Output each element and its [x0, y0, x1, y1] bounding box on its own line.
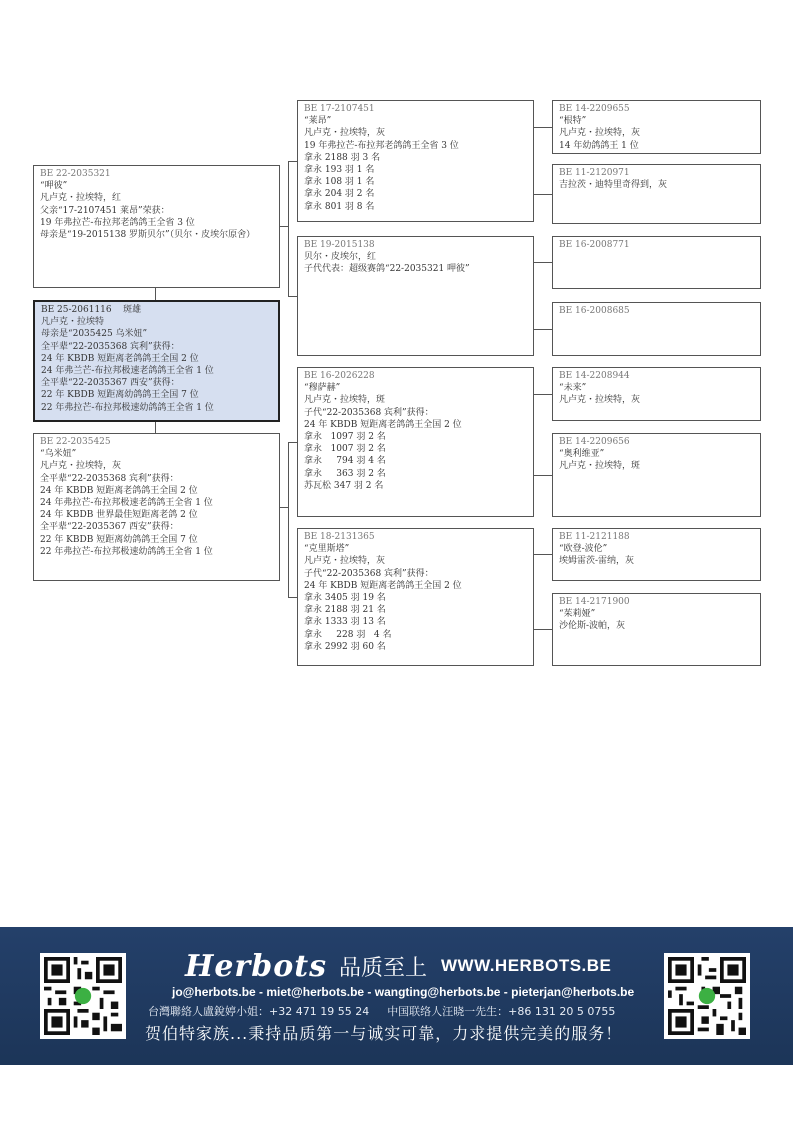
- connector-sire-sire: [288, 161, 297, 162]
- pedigree-line: 拿永 801 羽 8 名: [304, 201, 375, 212]
- ring-number: BE 14-2208944: [559, 371, 630, 381]
- sire-dam-dam-card: [552, 302, 761, 356]
- connector-ss-parents-2: [534, 194, 552, 195]
- ring-number: BE 11-2120971: [559, 168, 630, 178]
- ring-number: BE 11-2121188: [559, 532, 630, 542]
- pedigree-line: “奥利维亚”: [559, 449, 605, 460]
- pedigree-line: 吉拉茨・迪特里奇得到，灰: [559, 180, 668, 191]
- pedigree-line: 全平辈“22-2035368 宾利”获得：: [40, 473, 179, 484]
- pedigree-line: 母亲是“19-2015138 罗斯贝尔”（贝尔・皮埃尔原舍）: [40, 230, 256, 241]
- pedigree-line: “根特”: [559, 116, 587, 127]
- pedigree-line: 14 年幼鸽鸽王 1 位: [559, 140, 639, 151]
- pedigree-line: 24 年 KBDB 世界最佳短距离老鸽 2 位: [40, 510, 198, 521]
- pedigree-line: “克里斯塔”: [304, 544, 350, 555]
- connector-dam-parents-stub: [280, 507, 288, 508]
- pedigree-line: 拿永 2992 羽 60 名: [304, 641, 386, 652]
- sire-sire-card: [297, 100, 534, 222]
- connector-sire-parents-vertical: [288, 161, 289, 296]
- pedigree-line: 凡卢克・拉埃特，灰: [40, 461, 122, 472]
- connector-dd-parents: [534, 554, 552, 555]
- pedigree-line: “乌米妞”: [40, 449, 77, 460]
- pedigree-line: 全平辈“22-2035367 西安”获得：: [41, 378, 180, 389]
- pedigree-line: 全平辈“22-2035368 宾利”获得：: [41, 341, 180, 352]
- sire-card: [33, 165, 280, 288]
- pedigree-line: “未来”: [559, 383, 587, 394]
- ring-number: BE 17-2107451: [304, 104, 375, 114]
- herbots-logo: Herbots: [185, 948, 327, 984]
- ring-number: BE 14-2171900: [559, 597, 630, 607]
- connector-sire-dam: [288, 296, 297, 297]
- pedigree-line: 全平辈“22-2035367 西安”获得：: [40, 522, 179, 533]
- pedigree-line: 22 年 KBDB 短距离幼鸽鸽王全国 7 位: [40, 534, 198, 545]
- pedigree-line: 拿永 204 羽 2 名: [304, 189, 375, 200]
- qr-code-right-icon[interactable]: [664, 953, 750, 1039]
- qr-code-left-icon[interactable]: [40, 953, 126, 1039]
- connector-ds-parents-2: [534, 475, 552, 476]
- ring-number: BE 16-2008771: [559, 240, 630, 250]
- pedigree-line: 24 年 KBDB 短距离老鸽鸽王全国 2 位: [41, 353, 199, 364]
- ring-number: BE 14-2209656: [559, 437, 630, 447]
- pedigree-line: 父亲“17-2107451 莱昂”荣获：: [40, 205, 170, 216]
- dam-dam-sire-card: [552, 528, 761, 581]
- family-motto: 贺伯特家族...秉持品质第一与诚实可靠，力求提供完美的服务！: [145, 1024, 623, 1043]
- qr-code-icon: [44, 957, 122, 1035]
- qr-code-icon: [668, 957, 746, 1035]
- pedigree-line: “茱莉娅”: [559, 609, 596, 620]
- pedigree-line: 拿永 1097 羽 2 名: [304, 432, 386, 443]
- connector-dam-sire: [288, 442, 297, 443]
- pedigree-line: 拿永 794 羽 4 名: [304, 456, 386, 467]
- pedigree-line: 拿永 193 羽 1 名: [304, 165, 375, 176]
- pedigree-line: 凡卢克・拉埃特，灰: [559, 128, 641, 139]
- connector-subject-sire: [155, 288, 156, 300]
- pedigree-line: 19 年弗拉芒-布拉邦老鸽鸽王全省 3 位: [40, 217, 195, 228]
- pedigree-line: 凡卢克・拉埃特，斑: [304, 395, 386, 406]
- pedigree-line: 24 年弗兰芒-布拉邦极速老鸽鸽王全省 1 位: [41, 366, 214, 377]
- connector-dam-dam: [288, 597, 297, 598]
- sire-sire-sire-card: [552, 100, 761, 154]
- pedigree-line: 拿永 2188 羽 3 名: [304, 152, 381, 163]
- ring-number: BE 16-2026228: [304, 371, 375, 381]
- subject-pigeon-card: [33, 300, 280, 422]
- sire-dam-sire-card: [552, 236, 761, 289]
- pedigree-line: “穆萨赫”: [304, 383, 341, 394]
- pedigree-line: 拿永 2188 羽 21 名: [304, 605, 386, 616]
- pedigree-line: 拿永 228 羽 4 名: [304, 629, 392, 640]
- pedigree-line: “呷彼”: [40, 181, 68, 192]
- pedigree-line: 22 年弗拉芒-布拉邦极速幼鸽鸽王全省 1 位: [41, 402, 214, 413]
- email-addresses[interactable]: jo@herbots.be - miet@herbots.be - wangting@herbots.be - pieterjan@herbots.be: [172, 985, 635, 999]
- pedigree-line: 苏瓦松 347 羽 2 名: [304, 480, 384, 491]
- pedigree-line: 拿永 108 羽 1 名: [304, 177, 375, 188]
- connector-sd-parents-2: [534, 329, 552, 330]
- footer-banner: [0, 927, 793, 1065]
- pedigree-line: “欧登-波伦”: [559, 544, 608, 555]
- pedigree-line: 凡卢克・拉埃特，灰: [304, 556, 386, 567]
- connector-dam-parents-vertical: [288, 442, 289, 597]
- pedigree-line: 拿永 1007 羽 2 名: [304, 444, 386, 455]
- pedigree-line: 凡卢克・拉埃特，斑: [559, 461, 641, 472]
- pedigree-line: 子代“22-2035368 宾利”获得：: [304, 407, 434, 418]
- connector-ds-parents: [534, 394, 552, 395]
- pedigree-line: 拿永 1333 羽 13 名: [304, 617, 386, 628]
- dam-sire-sire-card: [552, 367, 761, 421]
- contact-taiwan: 台灣聯絡人盧銳婷小姐：+32 471 19 55 24: [148, 1005, 370, 1018]
- ring-number: BE 25-2061116 斑雄: [41, 305, 142, 315]
- dam-dam-dam-card: [552, 593, 761, 666]
- pedigree-line: 沙伦斯-波帕，灰: [559, 621, 626, 632]
- pedigree-line: 凡卢克・拉埃特，灰: [559, 395, 641, 406]
- pedigree-line: 22 年 KBDB 短距离幼鸽鸽王全国 7 位: [41, 390, 199, 401]
- pedigree-line: 24 年弗拉芒-布拉邦极速老鸽鸽王全省 1 位: [40, 498, 213, 509]
- pedigree-line: 19 年弗拉芒-布拉邦老鸽鸽王全省 3 位: [304, 140, 459, 151]
- pedigree-line: 凡卢克・拉埃特: [41, 317, 105, 328]
- brand-row: [185, 946, 611, 986]
- pedigree-line: 凡卢克・拉埃特，灰: [304, 128, 386, 139]
- connector-dd-parents-2: [534, 629, 552, 630]
- contact-china: 中国联络人汪晓一先生：+86 131 20 5 0755: [387, 1005, 616, 1018]
- brand-slogan: 品质至上: [338, 955, 427, 981]
- pedigree-line: 埃姆雷茨-雷纳，灰: [559, 556, 635, 567]
- dam-sire-card: [297, 367, 534, 517]
- pedigree-line: 拿永 3405 羽 19 名: [304, 593, 386, 604]
- dam-sire-dam-card: [552, 433, 761, 517]
- ring-number: BE 16-2008685: [559, 306, 630, 316]
- website-link[interactable]: WWW.HERBOTS.BE: [441, 956, 612, 975]
- pedigree-line: 子代“22-2035368 宾利”获得：: [304, 568, 434, 579]
- contact-phones: [148, 1003, 615, 1019]
- ring-number: BE 22-2035321: [40, 169, 111, 179]
- pedigree-line: 22 年弗拉芒-布拉邦极速幼鸽鸽王全省 1 位: [40, 546, 213, 557]
- sire-sire-dam-card: [552, 164, 761, 224]
- pedigree-line: 母亲是“2035425 乌米妞”: [41, 329, 148, 340]
- ring-number: BE 18-2131365: [304, 532, 375, 542]
- ring-number: BE 22-2035425: [40, 437, 111, 447]
- sire-dam-card: [297, 236, 534, 356]
- dam-card: [33, 433, 280, 581]
- connector-subject-dam: [155, 422, 156, 433]
- dam-dam-card: [297, 528, 534, 666]
- pedigree-line: 24 年 KBDB 短距离老鸽鸽王全国 2 位: [304, 419, 462, 430]
- pedigree-line: “莱昂”: [304, 116, 332, 127]
- pedigree-line: 贝尔・皮埃尔，红: [304, 252, 377, 263]
- connector-sire-parents-stub: [280, 226, 288, 227]
- pedigree-line: 24 年 KBDB 短距离老鸽鸽王全国 2 位: [304, 580, 462, 591]
- pedigree-line: 拿永 363 羽 2 名: [304, 468, 386, 479]
- pedigree-line: 24 年 KBDB 短距离老鸽鸽王全国 2 位: [40, 485, 198, 496]
- connector-ss-parents: [534, 127, 552, 128]
- ring-number: BE 14-2209655: [559, 104, 630, 114]
- pedigree-line: 凡卢克・拉埃特，红: [40, 193, 122, 204]
- connector-sd-parents: [534, 262, 552, 263]
- ring-number: BE 19-2015138: [304, 240, 375, 250]
- pedigree-line: 子代代表：超级赛鸽“22-2035321 呷彼”: [304, 264, 470, 275]
